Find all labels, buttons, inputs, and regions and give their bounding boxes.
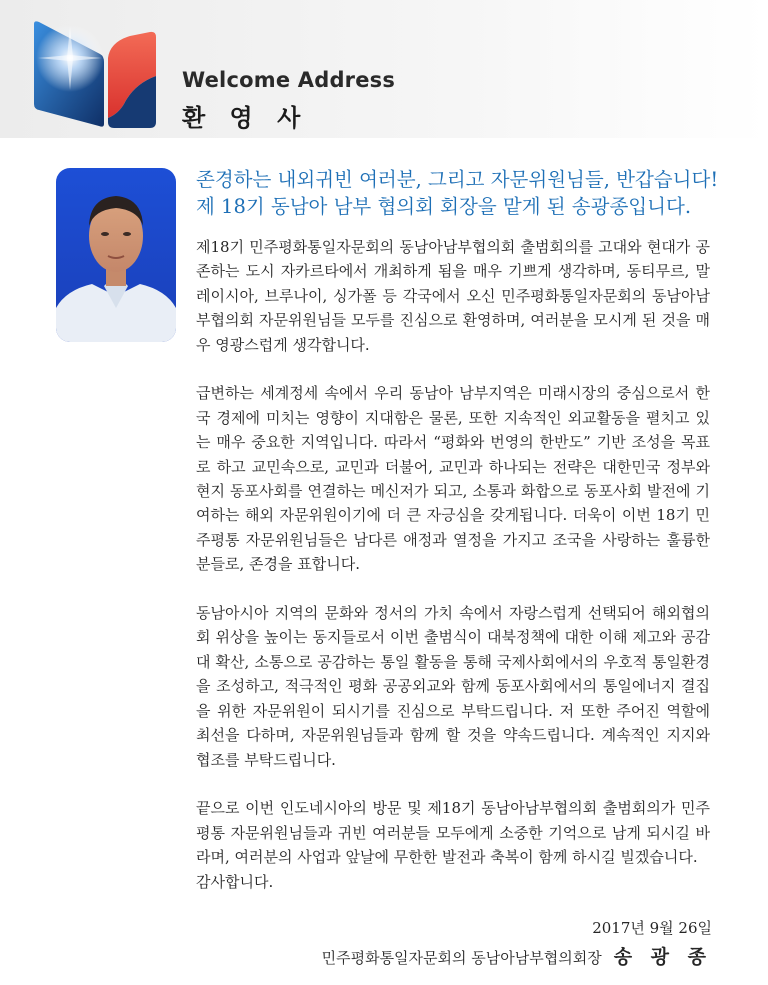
- address-date: 2017년 9월 26일: [592, 919, 712, 937]
- body-paragraph-4: 끝으로 이번 인도네시아의 방문 및 제18기 동남아남부협의회 출범회의가 민주평통 자문위원님들과 귀빈 여러분들 모두에게 소중한 기억으로 남게 되시길 바라며, 여러분의 사업과 앞날에 무한한 발전과 축복이 함께 하시길 빌겠습니다.: [196, 799, 710, 867]
- organization-logo: [30, 18, 160, 130]
- greeting-block: [196, 166, 719, 220]
- body-paragraph-2: 급변하는 세계정세 속에서 우리 동남아 남부지역은 미래시장의 중심으로서 한국 경제에 미치는 영향이 지대함은 물론, 또한 지속적인 외교활동을 펼치고 있는 매우 중요한 지역입니다. 따라서 “평화와 번영의 한반도” 기반 조성을 목표로 하고 교민속으로, 교민과 더불어, 교민과 하나되는 전략은 대한민국 정부와 현지 동포사회를 연결하는 메신저가 되고, 소통과 화합으로 동포사회 발전에 기여하는 해외 자문위원이기에 더 큰 자긍심을 갖게됩니다. 더욱이 이번 18기 민주평통 자문위원님들은 남다른 애정과 열정을 가지고 조국을 사랑하는 훌륭한 분들로, 존경을 표합니다.: [196, 384, 710, 574]
- body-paragraph-3: 동남아시아 지역의 문화와 정서의 가치 속에서 자랑스럽게 선택되어 해외협의회 위상을 높이는 동지들로서 이번 출범식이 대북정책에 대한 이해 제고와 공감대 확산, 소통으로 공감하는 통일 활동을 통해 국제사회에서의 우호적 통일환경을 조성하고, 적극적인 평화 공공외교와 함께 동포사회에서의 통일에너지 결집을 위한 자문위원이 되시기를 진심으로 부탁드립니다. 저 또한 주어진 역할에 최선을 다하며, 자문위원님들과 함께 할 것을 약속드립니다. 계속적인 지지와 협조를 부탁드립니다.: [196, 604, 710, 769]
- signature-line: [322, 942, 712, 969]
- greeting-line-2: 제 18기 동남아 남부 협의회 회장을 맡게 된 송광종입니다.: [196, 195, 692, 218]
- signer-name: 송 광 종: [613, 946, 712, 968]
- body-paragraph-1: 제18기 민주평화통일자문회의 동남아남부협의회 출범회의를 고대와 현대가 공존하는 도시 자카르타에서 개최하게 됨을 매우 기쁘게 생각하며, 동티무르, 말레이시아, 브루나이, 싱가폴 등 각국에서 오신 민주평화통일자문회의 동남아남부협의회 자문위원님들 모두를 진심으로 환영하며, 여러분을 모시게 된 것을 매우 영광스럽게 생각합니다.: [196, 238, 710, 354]
- address-body: [196, 235, 710, 894]
- greeting-line-1: 존경하는 내외귀빈 여러분, 그리고 자문위원님들, 반갑습니다!: [196, 168, 719, 191]
- chairman-portrait: [56, 168, 176, 342]
- closing-line: 감사합니다.: [196, 872, 274, 891]
- signer-affiliation: 민주평화통일자문회의 동남아남부협의회장: [321, 949, 602, 967]
- header-title-ko: 환 영 사: [182, 104, 309, 132]
- header-title-en: Welcome Address: [182, 68, 396, 92]
